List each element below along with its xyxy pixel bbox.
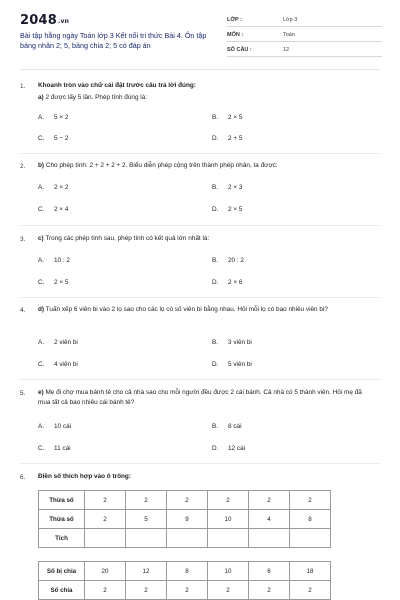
question-divider — [20, 463, 380, 464]
table-cell: 2 — [249, 581, 290, 600]
brand-suffix: .vn — [57, 18, 70, 25]
option-letter: B. — [212, 114, 219, 121]
meta-value: 12 — [283, 47, 290, 53]
option-b[interactable] — [212, 184, 242, 191]
option-letter: B. — [212, 339, 219, 346]
option-letter: A. — [38, 184, 45, 191]
option-text: 5 × 2 — [54, 114, 69, 121]
answer-cell[interactable] — [85, 529, 126, 548]
option-a[interactable] — [38, 184, 68, 191]
option-a[interactable] — [38, 339, 78, 346]
table-cell: 2 — [249, 491, 290, 510]
option-b[interactable] — [212, 257, 244, 264]
option-letter: C. — [38, 445, 45, 452]
option-letter: A. — [38, 257, 45, 264]
table-cell: 2 — [126, 581, 167, 600]
table-cell: 10 — [208, 510, 249, 529]
question-lead — [38, 472, 368, 482]
option-letter: B. — [212, 184, 219, 191]
option-text: 2 × 5 — [54, 279, 69, 286]
option-letter: D. — [212, 361, 219, 368]
option-a[interactable] — [38, 114, 68, 121]
option-text: 2 × 5 — [228, 114, 243, 121]
option-d[interactable] — [212, 445, 245, 452]
option-b[interactable] — [212, 423, 242, 430]
option-text: 2 × 5 — [228, 206, 243, 213]
option-c[interactable] — [38, 279, 68, 286]
option-text: 11 cái — [54, 445, 71, 452]
question-number: 6. — [20, 474, 26, 481]
option-letter: D. — [212, 279, 219, 286]
answer-cell[interactable] — [167, 529, 208, 548]
question-body: Cho phép tính: 2 + 2 + 2 + 2. Biểu diễn phép cộng trên thành phép nhân, ta được: — [45, 162, 278, 169]
option-letter: D. — [212, 135, 219, 142]
meta-row-count — [227, 45, 382, 57]
question-lead-text: Khoanh tròn vào chữ cái đặt trước câu trả lời đúng: — [38, 82, 196, 89]
table-cell: 20 — [85, 562, 126, 581]
meta-label: SỐ CÂU : — [227, 47, 252, 53]
option-d[interactable] — [212, 135, 242, 142]
option-text: 2 + 5 — [228, 135, 243, 142]
meta-value: Toán — [283, 32, 295, 38]
answer-cell[interactable] — [126, 529, 167, 548]
meta-label: LỚP : — [227, 17, 242, 23]
option-b[interactable] — [212, 339, 252, 346]
answer-cell[interactable] — [290, 529, 331, 548]
option-letter: A. — [38, 114, 45, 121]
table-row — [39, 510, 331, 529]
question-number: 2. — [20, 163, 26, 170]
table-cell: 5 — [126, 510, 167, 529]
option-letter: B. — [212, 257, 219, 264]
answer-cell[interactable] — [208, 529, 249, 548]
option-letter: A. — [38, 339, 45, 346]
table-cell: 2 — [167, 491, 208, 510]
row-header: Số bị chia — [39, 562, 85, 581]
question-number: 4. — [20, 307, 26, 314]
table-cell: 18 — [290, 562, 331, 581]
option-text: 3 viên bi — [228, 339, 252, 346]
option-text: 2 × 4 — [54, 206, 69, 213]
row-header: Số chia — [39, 581, 85, 600]
option-letter: A. — [38, 423, 45, 430]
option-text: 10 cái — [54, 423, 72, 430]
table-cell: 2 — [208, 491, 249, 510]
row-header: Thừa số — [39, 491, 85, 510]
option-c[interactable] — [38, 206, 68, 213]
question-text — [38, 161, 368, 171]
question-part: c) — [38, 235, 44, 242]
question-divider — [20, 225, 380, 226]
table-cell: 2 — [167, 581, 208, 600]
table-row — [39, 562, 331, 581]
option-letter: C. — [38, 206, 45, 213]
option-text: 2 × 2 — [54, 184, 69, 191]
question-body: Trong các phép tính sau, phép tính có kết quả lớn nhất là: — [45, 235, 210, 242]
option-text: 2 viên bi — [54, 339, 78, 346]
question-lead — [38, 81, 368, 91]
table-cell: 2 — [290, 581, 331, 600]
table-cell: 2 — [85, 491, 126, 510]
option-text: 12 cái — [228, 445, 246, 452]
option-letter: C. — [38, 135, 45, 142]
option-letter: B. — [212, 423, 219, 430]
meta-label: MÔN : — [227, 32, 244, 38]
question-text — [38, 388, 368, 408]
table-cell: 4 — [249, 510, 290, 529]
option-letter: C. — [38, 279, 45, 286]
table-cell: 9 — [167, 510, 208, 529]
question-part: a) — [38, 94, 44, 101]
option-text: 5 viên bi — [228, 361, 252, 368]
question-number: 1. — [20, 83, 26, 90]
table-cell: 8 — [290, 510, 331, 529]
option-c[interactable] — [38, 445, 71, 452]
option-a[interactable] — [38, 423, 71, 430]
table-cell: 10 — [208, 562, 249, 581]
table-cell: 2 — [85, 510, 126, 529]
question-divider — [20, 379, 380, 380]
question-text — [38, 93, 368, 103]
table-row — [39, 491, 331, 510]
question-text — [38, 305, 368, 315]
row-header: Thừa số — [39, 510, 85, 529]
worksheet-header — [0, 0, 400, 60]
question-part: d) — [38, 306, 45, 313]
table-cell: 2 — [290, 491, 331, 510]
question-number: 3. — [20, 236, 26, 243]
table-cell: 2 — [126, 491, 167, 510]
option-d[interactable] — [212, 361, 252, 368]
option-text: 8 cái — [228, 423, 242, 430]
table-cell: 6 — [249, 562, 290, 581]
meta-value: Lớp 3 — [283, 17, 298, 23]
meta-row-subject — [227, 30, 382, 42]
table-cell: 8 — [167, 562, 208, 581]
meta-row-grade — [227, 15, 382, 27]
option-text: 20 : 2 — [228, 257, 244, 264]
option-text: 2 × 6 — [228, 279, 243, 286]
question-part: e) — [38, 389, 44, 396]
option-letter: D. — [212, 445, 219, 452]
option-text: 2 × 3 — [228, 184, 243, 191]
question-text — [38, 234, 368, 244]
question-body: Mẹ đi chợ mua bánh tẻ cho cả nhà sao cho mỗi người đều được 2 cái bánh. Cả nhà có 5 thành viên. Hỏi mẹ đã mua tất cả bao nhiêu cái bánh tẻ? — [38, 389, 362, 406]
option-text: 4 viên bi — [54, 361, 78, 368]
table-row — [39, 529, 331, 548]
answer-cell[interactable] — [249, 529, 290, 548]
option-a[interactable] — [38, 257, 70, 264]
option-letter: C. — [38, 361, 45, 368]
option-d[interactable] — [212, 279, 242, 286]
option-b[interactable] — [212, 114, 242, 121]
option-c[interactable] — [38, 135, 68, 142]
option-d[interactable] — [212, 206, 242, 213]
question-number: 5. — [20, 390, 26, 397]
header-divider — [20, 69, 380, 70]
multiplication-table — [38, 490, 331, 548]
question-lead-text: Điền số thích hợp vào ô trống: — [38, 473, 131, 480]
table-cell: 2 — [208, 581, 249, 600]
option-c[interactable] — [38, 361, 78, 368]
brand-name: 2048 — [20, 13, 57, 28]
question-body: 2 được lấy 5 lần. Phép tính đúng là: — [45, 94, 148, 101]
option-text: 10 : 2 — [54, 257, 70, 264]
division-table — [38, 561, 331, 600]
question-divider — [20, 153, 380, 154]
brand-logo[interactable] — [20, 13, 69, 28]
option-letter: D. — [212, 206, 219, 213]
row-header: Tích — [39, 529, 85, 548]
option-text: 5 − 2 — [54, 135, 69, 142]
question-body: Tuấn xếp 6 viên bi vào 2 lọ sao cho các lọ có số viên bi bằng nhau. Hỏi mỗi lọ có bao nhiêu viên bi? — [45, 306, 328, 313]
table-cell: 2 — [85, 581, 126, 600]
worksheet-title: Bài tập hằng ngày Toán lớp 3 Kết nối tri thức Bài 4. Ôn tập bảng nhân 2; 5, bảng chia 2; 5 có đáp án — [20, 31, 207, 50]
table-cell: 12 — [126, 562, 167, 581]
question-part: b) — [38, 162, 45, 169]
question-divider — [20, 297, 380, 298]
table-row — [39, 581, 331, 600]
